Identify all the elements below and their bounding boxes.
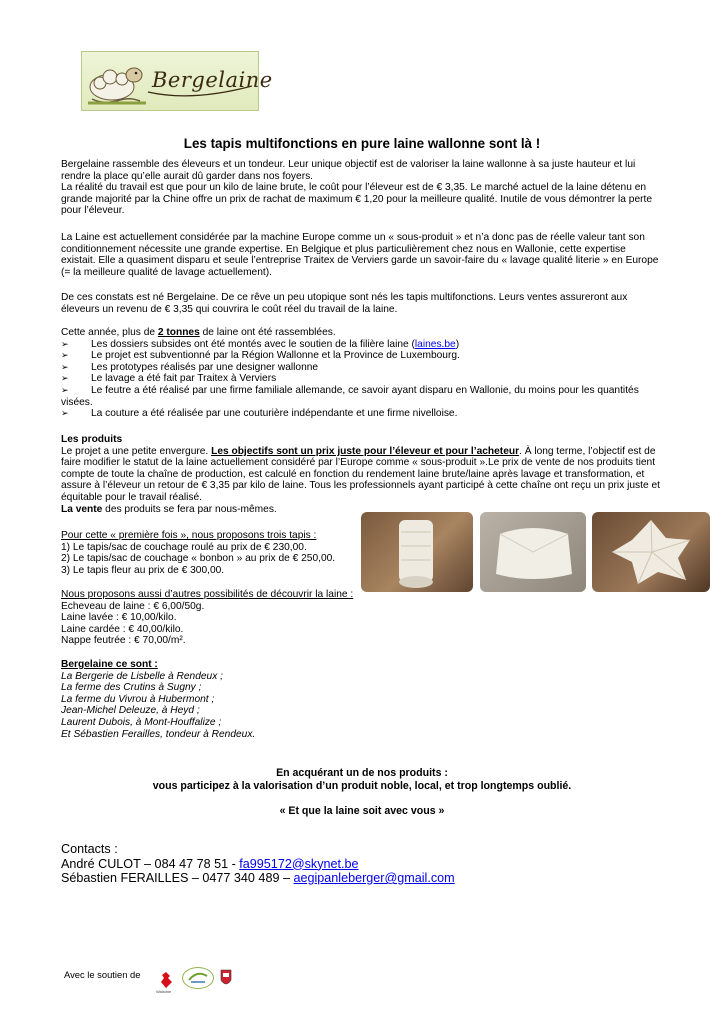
arrow-bullet-icon: ➢ bbox=[61, 373, 69, 384]
products-text-end: . À long terme, l’objectif est de faire modifier le statut de la laine actuellement considéré par l’Europe comme « sous-produit ».Le prix de vente de nos produits tient compte de toute la chaîne de production, est calculé en fonction du rendement laine brute/laine après lavage et transformation, et assure à l’éleveur un retour de € 3,35 par kilo de laine. Tous les professionnels ayant participé à cette chaîne ont reçu un prix juste et équitable pour le travail réalisé. bbox=[61, 445, 660, 503]
paragraph-constats: De ces constats est né Bergelaine. De ce rêve un peu utopique sont nés les tapis multifonctions. Leurs ventes assureront aux éleveurs un revenu de € 3,35 qui couvrira le coût réel du travail de la laine. bbox=[61, 292, 628, 315]
products-heading: Les produits bbox=[61, 434, 123, 445]
products-text: Le projet a une petite envergure. bbox=[61, 445, 212, 457]
bergelaine-logo bbox=[81, 51, 273, 111]
contact-email-link[interactable]: aegipanleberger@gmail.com bbox=[293, 871, 455, 885]
year-line bbox=[61, 327, 661, 339]
bullet-text: Les prototypes réalisés par une designer wallonne bbox=[91, 361, 319, 373]
flower-carpet-image bbox=[592, 512, 710, 592]
bullet-item bbox=[61, 373, 661, 385]
bullet-item bbox=[61, 350, 661, 362]
partner-logo bbox=[182, 967, 214, 989]
contact-line bbox=[61, 857, 455, 872]
sheep-icon bbox=[84, 53, 154, 111]
paragraph-europe: La Laine est actuellement considérée par la machine Europe comme un « sous-produit » et n’a donc pas de réelle valeur tant son conditionnement nécessite une grande expertise. En Belgique et plus particulièrement chez nous en Wallonie, cette expertise existait. Elle a quasiment disparu et seule l’entreprise Traitex de Verviers garde un savoir-faire du « lavage qualité literie » en Europe (= la meilleure qualité de lavage actuellement). bbox=[61, 232, 659, 278]
contact-email-link[interactable]: fa995172@skynet.be bbox=[239, 856, 359, 871]
member-item: La ferme du Vivrou à Hubermont ; bbox=[61, 693, 215, 705]
arrow-bullet-icon: ➢ bbox=[61, 384, 69, 395]
contact-line bbox=[61, 871, 455, 886]
bullet-text: Les dossiers subsides ont été montés avec le soutien de la filière laine ( bbox=[91, 338, 415, 350]
bullet-text: La couture a été réalisée par une couturière indépendante et une firme nivelloise. bbox=[91, 408, 458, 420]
carpet-offer-item: 3) Le tapis fleur au prix de € 300,00. bbox=[61, 564, 225, 576]
intro-block bbox=[61, 159, 661, 217]
logo-wordmark: Bergelaine bbox=[152, 68, 273, 92]
wool-offer-item: Laine cardée : € 40,00/kilo. bbox=[61, 623, 184, 635]
year-text: Cette année, plus de bbox=[61, 327, 158, 338]
leaf-icon bbox=[183, 968, 213, 988]
products-block bbox=[61, 434, 661, 515]
member-item: Et Sébastien Ferailles, tondeur à Rendeux. bbox=[61, 728, 256, 740]
page-title: Les tapis multifonctions en pure laine wallonne sont là ! bbox=[183, 136, 541, 151]
member-item: Laurent Dubois, à Mont-Houffalize ; bbox=[61, 716, 222, 728]
rooster-icon bbox=[158, 970, 174, 990]
bullet-item bbox=[61, 385, 661, 408]
wallonie-logo bbox=[158, 970, 174, 996]
carpet-offer-item: 1) Le tapis/sac de couchage roulé au prix de € 230,00. bbox=[61, 541, 307, 553]
photo-flower-carpet bbox=[592, 512, 710, 592]
wool-offer-item: Echeveau de laine : € 6,00/50g. bbox=[61, 600, 205, 612]
products-objectives: Les objectifs sont un prix juste pour l’éleveur et pour l’acheteur bbox=[211, 445, 520, 457]
sales-text: des produits se fera par nous-mêmes. bbox=[102, 503, 277, 515]
crest-icon bbox=[220, 968, 232, 990]
contacts-heading: Contacts : bbox=[61, 842, 118, 856]
rolled-carpet-image bbox=[361, 512, 473, 592]
member-item: La Bergerie de Lisbelle à Rendeux ; bbox=[61, 670, 223, 682]
bonbon-carpet-image bbox=[480, 512, 586, 592]
bullet-item bbox=[61, 408, 661, 420]
bullet-text-end: ) bbox=[455, 338, 460, 350]
carpet-offer-item: 2) Le tapis/sac de couchage « bonbon » au prix de € 250,00. bbox=[61, 553, 336, 565]
sales-label: La vente bbox=[61, 503, 103, 515]
member-item: La ferme des Crutins à Sugny ; bbox=[61, 682, 202, 694]
bullet-text: Le projet est subventionné par la Région Wallonne et la Province de Luxembourg. bbox=[91, 350, 460, 362]
wallonie-caption: Wallonie bbox=[156, 989, 172, 994]
member-item: Jean-Michel Deleuze, à Heyd ; bbox=[61, 705, 200, 717]
arrow-bullet-icon: ➢ bbox=[61, 338, 69, 349]
closing-line-1: En acquérant un de nos produits : bbox=[276, 767, 448, 779]
intro-paragraph: La réalité du travail est que pour un kilo de laine brute, le coût pour l’éleveur est de € 3,35. Le marché actuel de la laine détenu en grande majorité par la Chine offre un prix de rachat de maximum € 1,20 pour la meilleure qualité. Inutile de vous démontrer la perte pour l’éleveur. bbox=[61, 182, 653, 217]
arrow-bullet-icon: ➢ bbox=[61, 350, 69, 361]
contact-text: Sébastien FERAILLES – 0477 340 489 – bbox=[61, 871, 294, 885]
year-text-end: de laine ont été rassemblées. bbox=[199, 327, 336, 338]
arrow-bullet-icon: ➢ bbox=[61, 408, 69, 419]
members-heading: Bergelaine ce sont : bbox=[61, 659, 158, 670]
bullet-item bbox=[61, 339, 661, 351]
bullet-text: Le lavage a été fait par Traitex à Verviers bbox=[91, 373, 277, 385]
support-label: Avec le soutien de bbox=[64, 969, 141, 980]
closing-line-2: vous participez à la valorisation d’un produit noble, local, et trop longtemps oublié. bbox=[152, 780, 572, 792]
laines-link[interactable]: laines.be bbox=[414, 338, 456, 350]
members-block bbox=[61, 659, 381, 740]
year-quantity: 2 tonnes bbox=[157, 327, 200, 338]
contacts-block bbox=[61, 842, 455, 886]
wool-offer-item: Nappe feutrée : € 70,00/m². bbox=[61, 635, 186, 647]
wool-offers-heading: Nous proposons aussi d’autres possibilités de découvrir la laine : bbox=[61, 589, 354, 600]
photo-bonbon-carpet bbox=[480, 512, 586, 592]
intro-paragraph: Bergelaine rassemble des éleveurs et un tondeur. Leur unique objectif est de valoriser la laine wallonne à sa juste hauteur et lui rendre la place qu’elle aurait dû garder dans nos foyers. bbox=[61, 159, 636, 182]
arrow-bullet-icon: ➢ bbox=[61, 361, 69, 372]
bullet-text: Le feutre a été réalisé par une firme familiale allemande, ce savoir ayant disparu en Wallonie, du moins pour les quantités visées. bbox=[61, 384, 639, 408]
province-crest bbox=[220, 968, 232, 990]
wool-offers bbox=[61, 589, 381, 647]
photo-rolled-carpet bbox=[361, 512, 473, 592]
carpet-offers-heading: Pour cette « première fois », nous proposons trois tapis : bbox=[61, 530, 317, 541]
carpet-offers bbox=[61, 530, 361, 576]
motto: « Et que la laine soit avec vous » bbox=[279, 805, 445, 817]
collection-block bbox=[61, 327, 661, 420]
contact-text: André CULOT – 084 47 78 51 - bbox=[61, 856, 240, 871]
wool-offer-item: Laine lavée : € 10,00/kilo. bbox=[61, 612, 177, 624]
bullet-item bbox=[61, 362, 661, 374]
products-paragraph bbox=[61, 446, 661, 504]
